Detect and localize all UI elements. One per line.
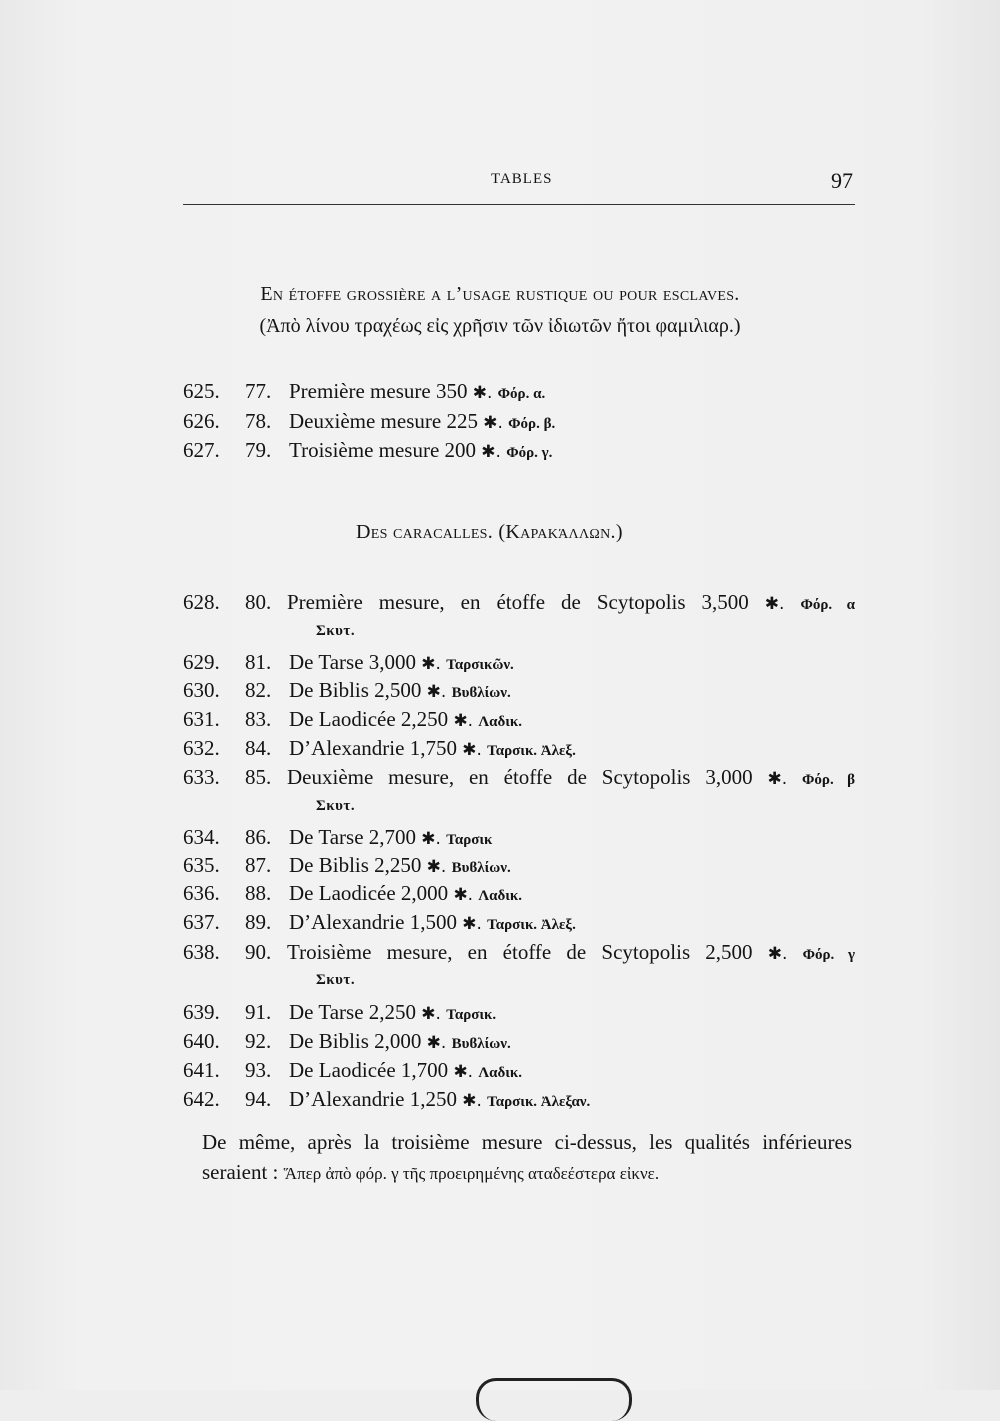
bottom-edge-mark: [476, 1378, 632, 1421]
entry-greek: Ταρσικ: [446, 832, 493, 848]
entry-text: Troisième mesure 200: [289, 438, 477, 462]
denarius-star-icon: ✱.: [462, 914, 482, 934]
entry-subnumber: 86.: [245, 825, 272, 849]
denarius-star-icon: ✱.: [483, 413, 503, 433]
entry-number: 638.: [183, 940, 220, 964]
entry-text: De Laodicée 2,000: [289, 881, 449, 905]
entry-number: 630.: [183, 678, 220, 702]
entry-text: De Biblis 2,250: [289, 853, 422, 877]
entry-greek: Βυϐλίων.: [451, 685, 511, 701]
entry-greek: Φόρ. γ.: [506, 445, 553, 461]
entry-text: De Tarse 3,000: [289, 650, 417, 674]
entry-subnumber: 85.: [245, 765, 272, 789]
entry-subnumber: 90.: [245, 940, 272, 964]
entry-text: De Biblis 2,500: [289, 678, 422, 702]
entry-greek: Ταρσικ.: [446, 1007, 497, 1023]
entry-subnumber: 80.: [245, 590, 272, 614]
denarius-star-icon: ✱.: [426, 1033, 447, 1053]
entry-number: 637.: [183, 910, 220, 934]
entry-continuation: Σκυτ.: [316, 972, 356, 988]
entry-subnumber: 91.: [245, 1000, 272, 1024]
entry-number: 628.: [183, 590, 220, 614]
entry-number: 641.: [183, 1058, 220, 1082]
entry-number: 640.: [183, 1029, 220, 1053]
entry-greek: Φόρ. α: [800, 597, 856, 613]
denarius-star-icon: ✱.: [426, 857, 447, 877]
entry-text: Deuxième mesure 225: [289, 409, 478, 433]
table-row: [183, 590, 855, 616]
denarius-star-icon: ✱.: [421, 654, 441, 674]
section-greek-subtitle: (Ἀπὸ λίνου τραχέως εἰς χρῆσιν τῶν ἰδιωτῶν ἤτοι φαμιλιαρ.): [259, 315, 741, 337]
entry-number: 635.: [183, 853, 220, 877]
entry-greek: Φόρ. β: [802, 772, 855, 788]
closing-paragraph: [202, 1127, 852, 1189]
denarius-star-icon: ✱.: [453, 711, 474, 731]
entry-greek: Βυϐλίων.: [451, 1036, 511, 1052]
entry-subnumber: 94.: [245, 1087, 272, 1111]
running-head-title: TABLES: [491, 171, 553, 187]
denarius-star-icon: ✱.: [462, 740, 482, 760]
denarius-star-icon: ✱.: [453, 1062, 474, 1082]
entry-subnumber: 79.: [245, 438, 272, 462]
entry-subnumber: 93.: [245, 1058, 272, 1082]
entry-subnumber: 89.: [245, 910, 272, 934]
entry-text: D’Alexandrie 1,250: [289, 1087, 457, 1111]
entry-subnumber: 92.: [245, 1029, 272, 1053]
entry-text: De Laodicée 1,700: [289, 1058, 449, 1082]
entry-subnumber: 82.: [245, 678, 272, 702]
entry-subnumber: 77.: [245, 379, 272, 403]
entry-greek: Ταρσικ. Ἀλεξ.: [487, 917, 576, 933]
denarius-star-icon: ✱.: [764, 594, 785, 614]
closing-line-2-greek: Ἅπερ ἀπὸ φόρ. γ τῆς προειρημένης αταδεέστερα εἰκνε.: [283, 1164, 660, 1183]
denarius-star-icon: ✱.: [767, 769, 788, 789]
entry-text: De Tarse 2,250: [289, 1000, 417, 1024]
denarius-star-icon: ✱.: [472, 383, 493, 403]
entry-number: 636.: [183, 881, 220, 905]
entry-subnumber: 81.: [245, 650, 272, 674]
denarius-star-icon: ✱.: [421, 1004, 441, 1024]
entry-text: Première mesure, en étoffe de Scytopolis 3,500: [287, 590, 749, 614]
entry-number: 633.: [183, 765, 220, 789]
entry-number: 626.: [183, 409, 220, 433]
entry-text: Troisième mesure, en étoffe de Scytopolis 2,500: [287, 940, 753, 964]
entry-greek: Ταρσικῶν.: [446, 657, 514, 673]
entry-text: De Laodicée 2,250: [289, 707, 449, 731]
header-rule: [183, 204, 855, 205]
denarius-star-icon: ✱.: [426, 682, 447, 702]
page-number: 97: [831, 168, 853, 193]
entry-greek: Φόρ. α.: [497, 386, 546, 402]
entry-subnumber: 83.: [245, 707, 272, 731]
entry-text: De Biblis 2,000: [289, 1029, 422, 1053]
entry-greek: Ταρσικ. Ἀλεξ.: [487, 743, 576, 759]
denarius-star-icon: ✱.: [767, 944, 788, 964]
entry-number: 627.: [183, 438, 220, 462]
table-row: [183, 765, 855, 791]
entry-greek: Φόρ. β.: [508, 416, 556, 432]
denarius-star-icon: ✱.: [421, 829, 441, 849]
closing-line-2-french: seraient :: [202, 1160, 279, 1184]
entry-number: 639.: [183, 1000, 220, 1024]
entry-continuation: Σκυτ.: [316, 623, 356, 639]
entry-text: Deuxième mesure, en étoffe de Scytopolis 3,000: [287, 765, 753, 789]
entry-greek: Λαδικ.: [478, 1065, 522, 1081]
entry-greek: Λαδικ.: [478, 888, 522, 904]
denarius-star-icon: ✱.: [462, 1091, 482, 1111]
entry-number: 642.: [183, 1087, 220, 1111]
entry-number: 625.: [183, 379, 220, 403]
entry-text: D’Alexandrie 1,750: [289, 736, 457, 760]
entry-number: 634.: [183, 825, 220, 849]
closing-line-1: De même, après la troisième mesure ci-dessus, les qualités inférieures: [202, 1130, 852, 1154]
entry-text: De Tarse 2,700: [289, 825, 417, 849]
denarius-star-icon: ✱.: [481, 442, 501, 462]
entry-greek: Ταρσικ. Ἀλεξαν.: [487, 1094, 591, 1110]
entry-text: Première mesure 350: [289, 379, 468, 403]
denarius-star-icon: ✱.: [453, 885, 474, 905]
entry-greek: Λαδικ.: [478, 714, 522, 730]
entry-number: 629.: [183, 650, 220, 674]
entry-subnumber: 78.: [245, 409, 272, 433]
entry-greek: Φόρ. γ: [802, 947, 855, 963]
section-heading-rustic: En étoffe grossière a l’usage rustique ou pour esclaves.: [260, 283, 740, 305]
entry-greek: Βυϐλίων.: [451, 860, 511, 876]
entry-subnumber: 84.: [245, 736, 272, 760]
entry-continuation: Σκυτ.: [316, 798, 356, 814]
entry-text: D’Alexandrie 1,500: [289, 910, 457, 934]
table-row: [183, 940, 855, 966]
entry-number: 632.: [183, 736, 220, 760]
entry-number: 631.: [183, 707, 220, 731]
entry-subnumber: 87.: [245, 853, 272, 877]
entry-subnumber: 88.: [245, 881, 272, 905]
section-heading-caracalles: Des caracalles. (Καρακάλλων.): [356, 521, 623, 543]
